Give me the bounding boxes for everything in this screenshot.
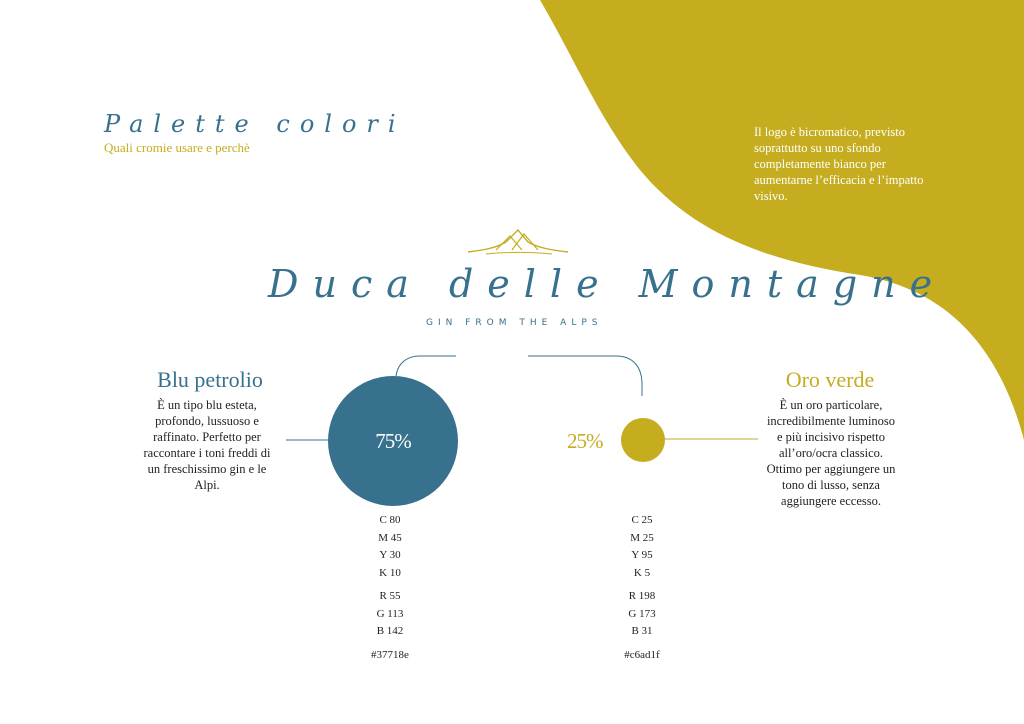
swatch-circle-blue — [328, 376, 458, 506]
rgb-b-gold: B 31 — [631, 625, 653, 637]
page-title: Palette colori — [104, 110, 406, 138]
rgb-g-gold: G 173 — [628, 607, 656, 620]
percent-blue: 75% — [375, 428, 411, 453]
hex-gold: #c6ad1f — [624, 648, 660, 661]
logo-note: Il logo è bicromatico, previsto soprattutto su uno sfondo completamente bianco per aumentarne l’efficacia e l’impatto visivo. — [754, 125, 924, 203]
rgb-r-blue: R 55 — [379, 590, 401, 602]
cmyk-m-gold: M 25 — [630, 531, 654, 544]
swatch-circle-gold — [621, 418, 665, 462]
brand-name: Duca delle Montagne — [268, 262, 947, 306]
rgb-g-blue: G 113 — [376, 607, 404, 620]
hex-blue: #37718e — [371, 648, 409, 661]
cmyk-m-blue: M 45 — [378, 531, 402, 544]
cmyk-c-blue: C 80 — [379, 514, 401, 526]
color-name-blue: Blu petrolio — [157, 367, 263, 392]
cmyk-y-blue: Y 30 — [379, 549, 401, 561]
codes-blue — [350, 512, 430, 664]
cmyk-k-blue: K 10 — [379, 566, 401, 579]
cmyk-y-gold: Y 95 — [631, 549, 653, 561]
rgb-b-blue: B 142 — [376, 625, 404, 637]
codes-gold — [602, 512, 682, 664]
cmyk-c-gold: C 25 — [631, 514, 653, 526]
page-subtitle: Quali cromie usare e perchè — [104, 140, 250, 155]
color-description-gold: È un oro particolare, incredibilmente luminoso e più incisivo rispetto all’oro/ocra classico. Ottimo per aggiungere un tono di lusso, senza aggiungere eccesso. — [766, 398, 896, 508]
percent-gold: 25% — [567, 429, 603, 453]
brand-tagline: GIN FROM THE ALPS — [426, 318, 603, 328]
cmyk-k-gold: K 5 — [633, 566, 651, 579]
color-description-blue: È un tipo blu esteta, profondo, lussuoso e raffinato. Perfetto per raccontare i toni freddi di un freschissimo gin e le Alpi. — [143, 398, 271, 492]
color-name-gold: Oro verde — [785, 367, 875, 392]
rgb-r-gold: R 198 — [628, 590, 656, 602]
